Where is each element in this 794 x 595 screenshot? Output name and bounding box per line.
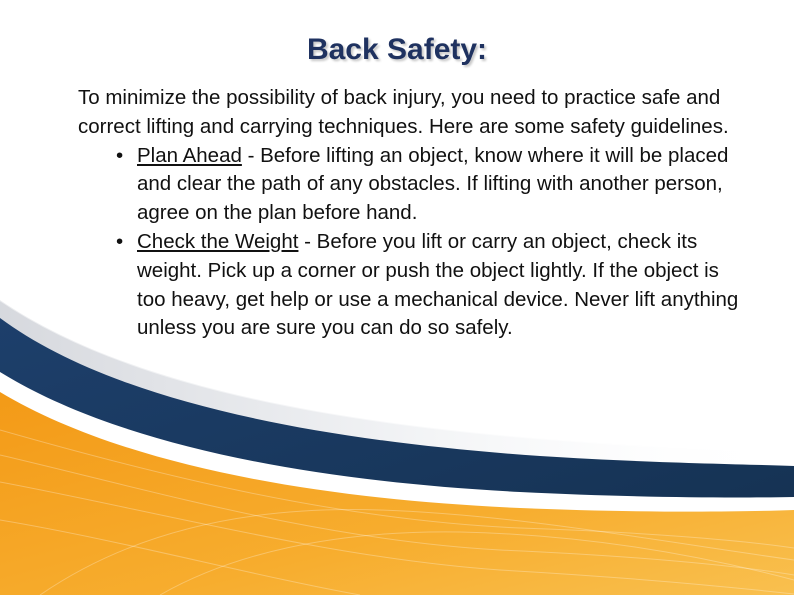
guideline-text: - Before lifting an object, know where it will be placed and clear the path of any obstacles. If lifting with another person, agree on the plan before hand. xyxy=(137,143,729,225)
guideline-term: Plan Ahead xyxy=(137,143,242,167)
slide-title: Back Safety: xyxy=(306,33,488,66)
list-item xyxy=(78,228,748,343)
list-item xyxy=(78,142,748,228)
guideline-list xyxy=(78,142,748,344)
slide-body xyxy=(78,84,748,343)
guideline-text: - Before you lift or carry an object, check its weight. Pick up a corner or push the object lightly. If the object is too heavy, get help or use a mechanical device. Never lift anything unless you are sure you can do so safely. xyxy=(137,229,739,340)
intro-paragraph: To minimize the possibility of back injury, you need to practice safe and correct lifting and carrying techniques. Here are some safety guidelines. xyxy=(78,86,729,138)
guideline-term: Check the Weight xyxy=(137,229,299,253)
bullet-icon: • xyxy=(116,229,124,253)
bullet-icon: • xyxy=(116,143,124,167)
